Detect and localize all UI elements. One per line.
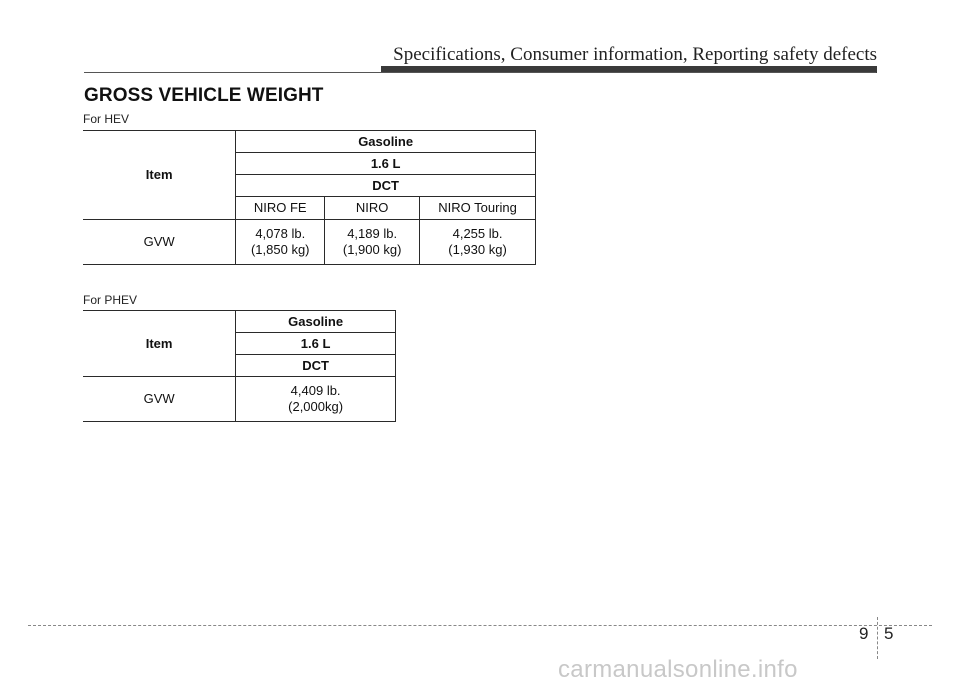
hev-gvw-niro-fe-kg: (1,850 kg) — [250, 242, 310, 257]
hev-gvw-niro-fe — [236, 220, 325, 265]
hev-engine-header: 1.6 L — [236, 153, 536, 175]
phev-fuel-header: Gasoline — [236, 311, 396, 333]
section-number: 9 — [859, 624, 869, 643]
phev-transmission-header: DCT — [236, 355, 396, 377]
hev-weight-table — [83, 130, 536, 265]
hev-gvw-niro — [325, 220, 420, 265]
phev-item-header: Item — [83, 311, 236, 377]
hev-gvw-label: GVW — [83, 220, 236, 265]
footer-divider — [877, 617, 878, 659]
phev-gvw-kg: (2,000kg) — [288, 399, 344, 414]
hev-item-header: Item — [83, 131, 236, 220]
page-number: 5 — [884, 624, 894, 643]
hev-transmission-header: DCT — [236, 175, 536, 197]
hev-gvw-niro-touring-lb: 4,255 lb. — [452, 226, 503, 241]
watermark: carmanualsonline.info — [558, 656, 798, 683]
hev-gvw-niro-kg: (1,900 kg) — [342, 242, 402, 257]
hev-fuel-header: Gasoline — [236, 131, 536, 153]
footer-dashed-rule — [28, 625, 932, 626]
phev-gvw-lb: 4,409 lb. — [290, 383, 341, 398]
section-title: GROSS VEHICLE WEIGHT — [84, 85, 324, 106]
phev-gvw-label: GVW — [83, 377, 236, 422]
hev-gvw-niro-touring — [420, 220, 536, 265]
running-header: Specifications, Consumer information, Reporting safety defects — [393, 44, 877, 65]
hev-gvw-niro-fe-lb: 4,078 lb. — [255, 226, 306, 241]
hev-model-niro-fe: NIRO FE — [236, 197, 325, 220]
phev-engine-header: 1.6 L — [236, 333, 396, 355]
hev-caption: For HEV — [83, 112, 130, 126]
phev-weight-table — [83, 310, 396, 422]
hev-gvw-niro-touring-kg: (1,930 kg) — [448, 242, 507, 257]
hev-model-niro: NIRO — [325, 197, 420, 220]
hev-gvw-niro-lb: 4,189 lb. — [347, 226, 398, 241]
hev-model-niro-touring: NIRO Touring — [420, 197, 536, 220]
phev-caption: For PHEV — [83, 293, 138, 307]
header-rule — [84, 72, 876, 73]
phev-gvw-value — [236, 377, 396, 422]
